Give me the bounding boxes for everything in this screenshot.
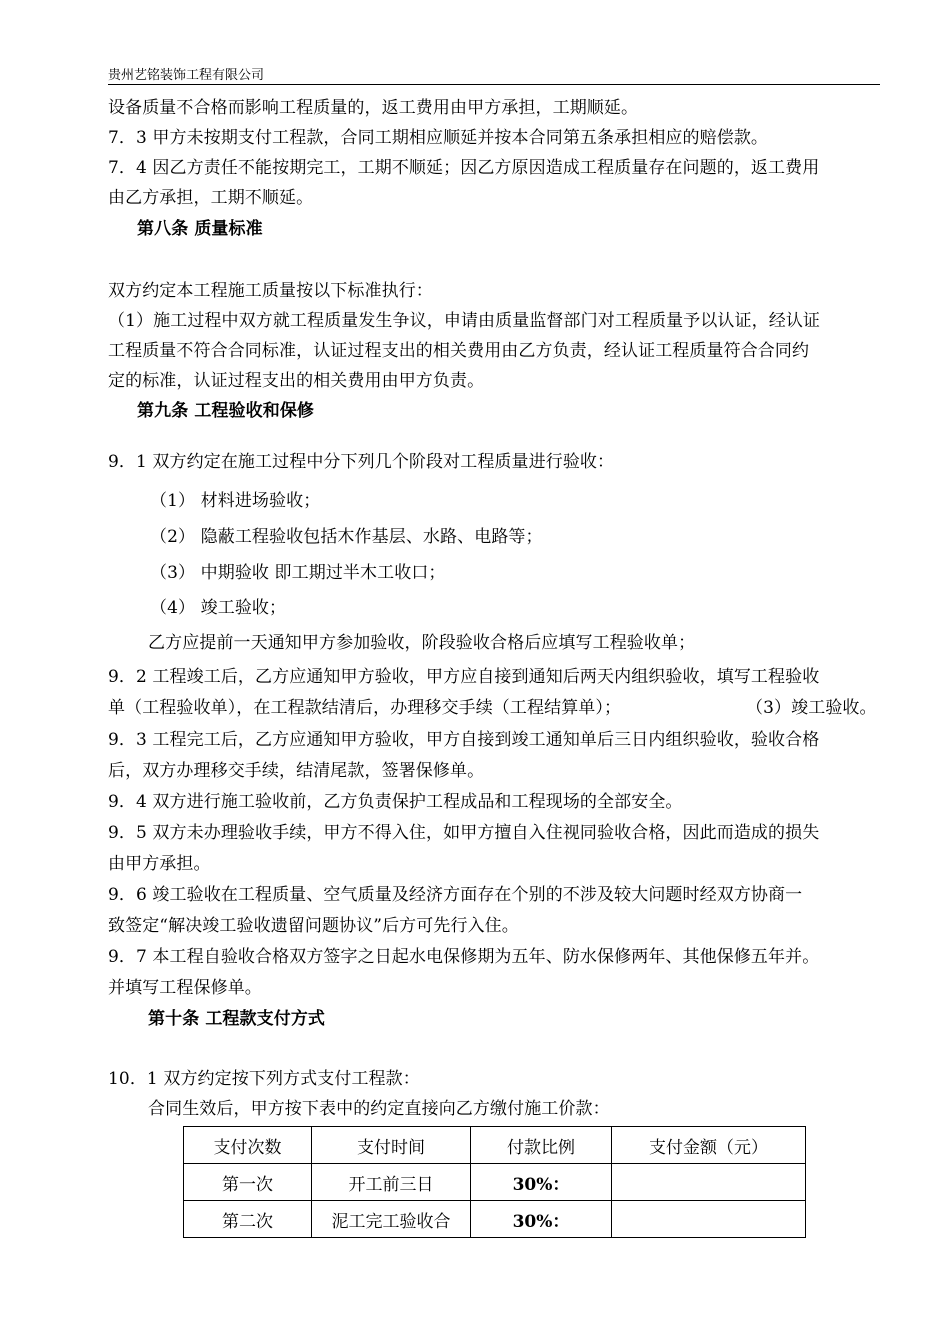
- list-item: （4） 竣工验收；: [150, 598, 287, 618]
- text-line: 双方约定本工程施工质量按以下标准执行：: [108, 281, 433, 301]
- table-cell: 开工前三日: [312, 1164, 471, 1201]
- text-line: 设备质量不合格而影响工程质量的，返工费用由甲方承担，工期顺延。: [108, 98, 639, 118]
- text-line: 致签定“解决竣工验收遗留问题协议”后方可先行入住。: [108, 916, 519, 936]
- text-line-tail: （3）竣工验收。: [746, 698, 877, 718]
- list-item: （2） 隐蔽工程验收包括木作基层、水路、电路等；: [150, 527, 543, 547]
- text-line: 10．1 双方约定按下列方式支付工程款：: [108, 1069, 420, 1089]
- text-line: 9．4 双方进行施工验收前，乙方负责保护工程成品和工程现场的全部安全。: [108, 792, 683, 812]
- table-cell: 泥工完工验收合: [312, 1201, 471, 1238]
- table-header-cell: 付款比例: [471, 1127, 612, 1164]
- text-line: 9．1 双方约定在施工过程中分下列几个阶段对工程质量进行验收：: [108, 452, 615, 472]
- article-8-title: 第八条 质量标准: [137, 219, 263, 239]
- table-row: [184, 1164, 806, 1201]
- table-cell: 30%：: [471, 1164, 612, 1201]
- payment-table: [183, 1126, 806, 1238]
- text-line: 9．5 双方未办理验收手续，甲方不得入住，如甲方擅自入住视同验收合格，因此而造成的损失: [108, 823, 820, 843]
- table-header-cell: 支付时间: [312, 1127, 471, 1164]
- table-cell: 30%：: [471, 1201, 612, 1238]
- table-cell: [612, 1201, 806, 1238]
- table-row: [184, 1201, 806, 1238]
- article-9-title: 第九条 工程验收和保修: [137, 401, 315, 421]
- text-line: 7．3 甲方未按期支付工程款，合同工期相应顺延并按本合同第五条承担相应的赔偿款。: [108, 128, 769, 148]
- table-cell: 第二次: [184, 1201, 312, 1238]
- text-line: （1）施工过程中双方就工程质量发生争议，申请由质量监督部门对工程质量予以认证，经认证: [108, 311, 821, 331]
- list-item: （1） 材料进场验收；: [150, 491, 321, 511]
- text-line: 9．3 工程完工后，乙方应通知甲方验收，甲方自接到竣工通知单后三日内组织验收，验收合格: [108, 730, 820, 750]
- header-company: 贵州艺铭装饰工程有限公司: [108, 68, 265, 83]
- text-line: 7．4 因乙方责任不能按期完工，工期不顺延；因乙方原因造成工程质量存在问题的，返工费用: [108, 158, 820, 178]
- table-header-cell: 支付次数: [184, 1127, 312, 1164]
- list-item: （3） 中期验收 即工期过半木工收口；: [150, 563, 446, 583]
- text-line: 工程质量不符合合同标准，认证过程支出的相关费用由乙方负责，经认证工程质量符合合同约: [108, 341, 810, 361]
- header-divider: [108, 84, 880, 85]
- text-line: [108, 697, 883, 719]
- text-line: 9．7 本工程自验收合格双方签字之日起水电保修期为五年、防水保修两年、其他保修五年并。: [108, 947, 820, 967]
- text-line: 由甲方承担。: [108, 854, 211, 874]
- text-line: 合同生效后，甲方按下表中的约定直接向乙方缴付施工价款：: [148, 1099, 610, 1119]
- table-cell: [612, 1164, 806, 1201]
- text-line: 定的标准，认证过程支出的相关费用由甲方负责。: [108, 371, 485, 391]
- text-line: 后，双方办理移交手续，结清尾款，签署保修单。: [108, 761, 485, 781]
- text-line: 并填写工程保修单。: [108, 978, 262, 998]
- text-line: 乙方应提前一天通知甲方参加验收，阶段验收合格后应填写工程验收单；: [148, 633, 696, 653]
- text-line: 9．6 竣工验收在工程质量、空气质量及经济方面存在个别的不涉及较大问题时经双方协商一: [108, 885, 803, 905]
- text-line: 9．2 工程竣工后，乙方应通知甲方验收，甲方应自接到通知后两天内组织验收，填写工程验收: [108, 667, 820, 687]
- table-cell: 第一次: [184, 1164, 312, 1201]
- table-header-row: [184, 1127, 806, 1164]
- table-header-cell: 支付金额（元）: [612, 1127, 806, 1164]
- text-line-part: 单（工程验收单），在工程款结清后，办理移交手续（工程结算单）；: [108, 698, 622, 718]
- article-10-title: 第十条 工程款支付方式: [148, 1009, 326, 1029]
- text-line: 由乙方承担，工期不顺延。: [108, 188, 314, 208]
